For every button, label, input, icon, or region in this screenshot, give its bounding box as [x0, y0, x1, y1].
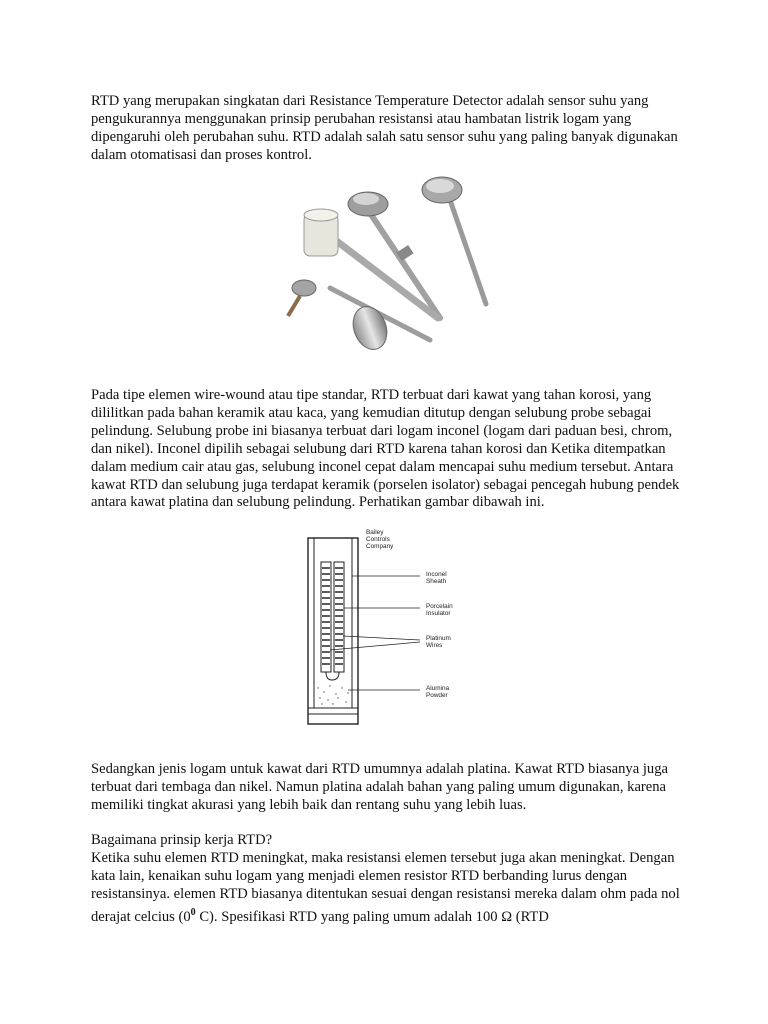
label-insulator: Insulator — [426, 610, 451, 617]
principle-text-b: C). Spesifikasi RTD yang paling umum adalah 100 Ω (RTD — [195, 908, 549, 925]
label-powder: Powder — [426, 692, 448, 699]
question-heading: Bagaimana prinsip kerja RTD? — [91, 832, 273, 848]
rtd-probes-photo — [270, 168, 500, 368]
intro-paragraph: RTD yang merupakan singkatan dari Resistance Temperature Detector adalah sensor suhu yang pengukurannya menggunakan prinsip perubahan resistansi atau hambatan listrik logam yang dipengaruhi oleh perubahan suhu. RTD adalah salah satu sensor suhu yang paling banyak digunakan dalam otomatisasi dan proses kontrol. — [91, 93, 678, 163]
label-alumina: Alumina — [426, 685, 450, 692]
label-platinum: Platinum — [426, 635, 451, 642]
company-label-2: Controls — [366, 536, 390, 543]
company-label-1: Bailey — [366, 529, 384, 536]
probe-right — [422, 177, 486, 304]
principle-text-a: Ketika suhu elemen RTD meningkat, maka resistansi elemen tersebut juga akan meningkat. Dengan kata lain, kenaikan suhu logam yang menjadi elemen resistor RTD berbanding lurus dengan resistansinya. elemen RTD biasanya ditentukan sesuai dengan resistansi mereka dalam ohm pada nol derajat celcius (0 — [91, 850, 680, 925]
label-sheath: Sheath — [426, 578, 447, 585]
wire-wound-paragraph: Pada tipe elemen wire-wound atau tipe standar, RTD terbuat dari kawat yang tahan korosi, yang dililitkan pada bahan keramik atau kaca, yang kemudian ditutup dengan selubung probe sebagai pelindung. Selubung probe ini biasanya terbuat dari logam inconel (logam dari paduan besi, chrom, dan nikel). Inconel dipilih sebagai selubung dari RTD karena tahan korosi dan Ketika ditempatkan dalam medium cair atau gas, selubung inconel cepat dalam mencapai suhu medium tersebut. Antara kawat RTD dan selubung juga terdapat keramik (porselen isolator) sebagai pencegah hubung pendek antara kawat platina dan selubung pelindung. Perhatikan gambar dibawah ini. — [91, 387, 680, 511]
label-porcelain: Porcelain — [426, 603, 453, 610]
label-inconel: Inconel — [426, 571, 447, 578]
metal-paragraph: Sedangkan jenis logam untuk kawat dari RTD umumnya adalah platina. Kawat RTD biasanya juga terbuat dari tembaga dan nikel. Namun platina adalah bahan yang paling umum digunakan, karena memiliki tingkat akurasi yang lebih baik dan rentang suhu yang lebih luas. — [91, 761, 668, 813]
rtd-cross-section-diagram — [300, 528, 470, 726]
probe-middle — [348, 192, 440, 318]
probe-white-head — [304, 209, 438, 318]
principle-paragraph — [91, 850, 681, 926]
label-wires: Wires — [426, 642, 443, 649]
probe-flange — [288, 280, 430, 354]
company-label-3: Company — [366, 543, 394, 550]
degree-superscript: 0 — [190, 906, 196, 918]
